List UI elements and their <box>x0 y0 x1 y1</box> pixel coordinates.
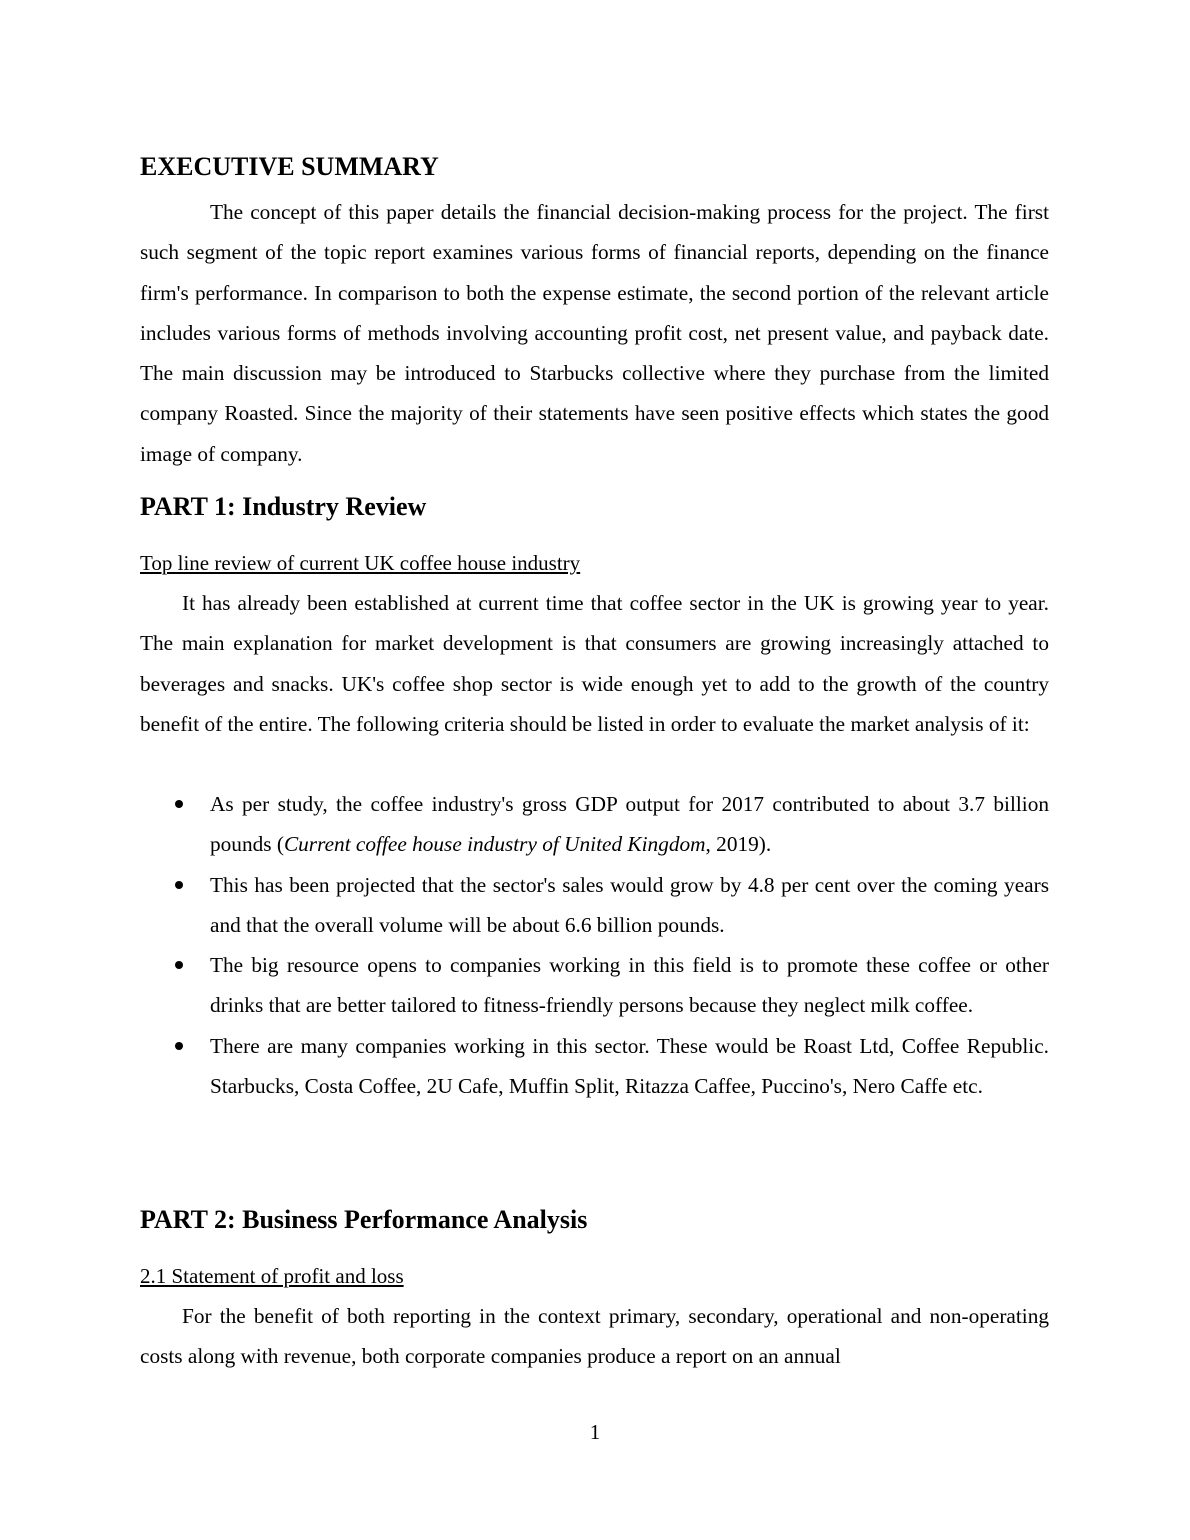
industry-criteria-list <box>140 784 1049 1106</box>
executive-summary-heading: EXECUTIVE SUMMARY <box>140 152 439 181</box>
bullet-icon <box>175 961 183 969</box>
part1-subheading: Top line review of current UK coffee house industry <box>140 551 581 575</box>
part2-heading: PART 2: Business Performance Analysis <box>140 1205 588 1234</box>
bullet-text-pre: As per study, the coffee industry's gross GDP output for 2017 contributed to about 3.7 billion pounds ( <box>210 792 1049 857</box>
executive-summary-paragraph: The concept of this paper details the financial decision-making process for the project. The first such segment of the topic report examines various forms of financial reports, depending on the finance firm's performance. In comparison to both the expense estimate, the second portion of the relevant article includes various forms of methods involving accounting profit cost, net present value, and payback date. The main discussion may be introduced to Starbucks collective where they purchase from the limited company Roasted. Since the majority of their statements have seen positive effects which states the good image of company. <box>140 200 1049 466</box>
list-item <box>140 865 1049 946</box>
bullet-text: The big resource opens to companies working in this field is to promote these coffee or other drinks that are better tailored to fitness-friendly persons because they neglect milk coffee. <box>210 953 1049 1018</box>
bullet-text-post: , 2019). <box>705 832 772 857</box>
list-item <box>140 945 1049 1026</box>
part1-heading: PART 1: Industry Review <box>140 492 427 521</box>
bullet-icon <box>175 881 183 889</box>
bullet-icon <box>175 800 183 808</box>
list-item <box>140 784 1049 865</box>
bullet-text: This has been projected that the sector's sales would grow by 4.8 per cent over the coming years and that the overall volume will be about 6.6 billion pounds. <box>210 872 1049 937</box>
page-number: 1 <box>589 1420 601 1444</box>
citation-title: Current coffee house industry of United Kingdom <box>283 832 706 857</box>
part2-subheading: 2.1 Statement of profit and loss <box>140 1264 404 1288</box>
part2-paragraph: For the benefit of both reporting in the context primary, secondary, operational and non-operating costs along with revenue, both corporate companies produce a report on an annual <box>140 1304 1049 1369</box>
bullet-icon <box>175 1042 183 1050</box>
part1-paragraph: It has already been established at current time that coffee sector in the UK is growing year to year. The main explanation for market development is that consumers are growing increasingly attached to beverages and snacks. UK's coffee shop sector is wide enough yet to add to the growth of the country benefit of the entire. The following criteria should be listed in order to evaluate the market analysis of it: <box>140 591 1049 736</box>
bullet-text: There are many companies working in this sector. These would be Roast Ltd, Coffee Republic. Starbucks, Costa Coffee, 2U Cafe, Muffin Split, Ritazza Caffee, Puccino's, Nero Caffe etc. <box>210 1033 1049 1099</box>
list-item <box>140 1026 1049 1107</box>
